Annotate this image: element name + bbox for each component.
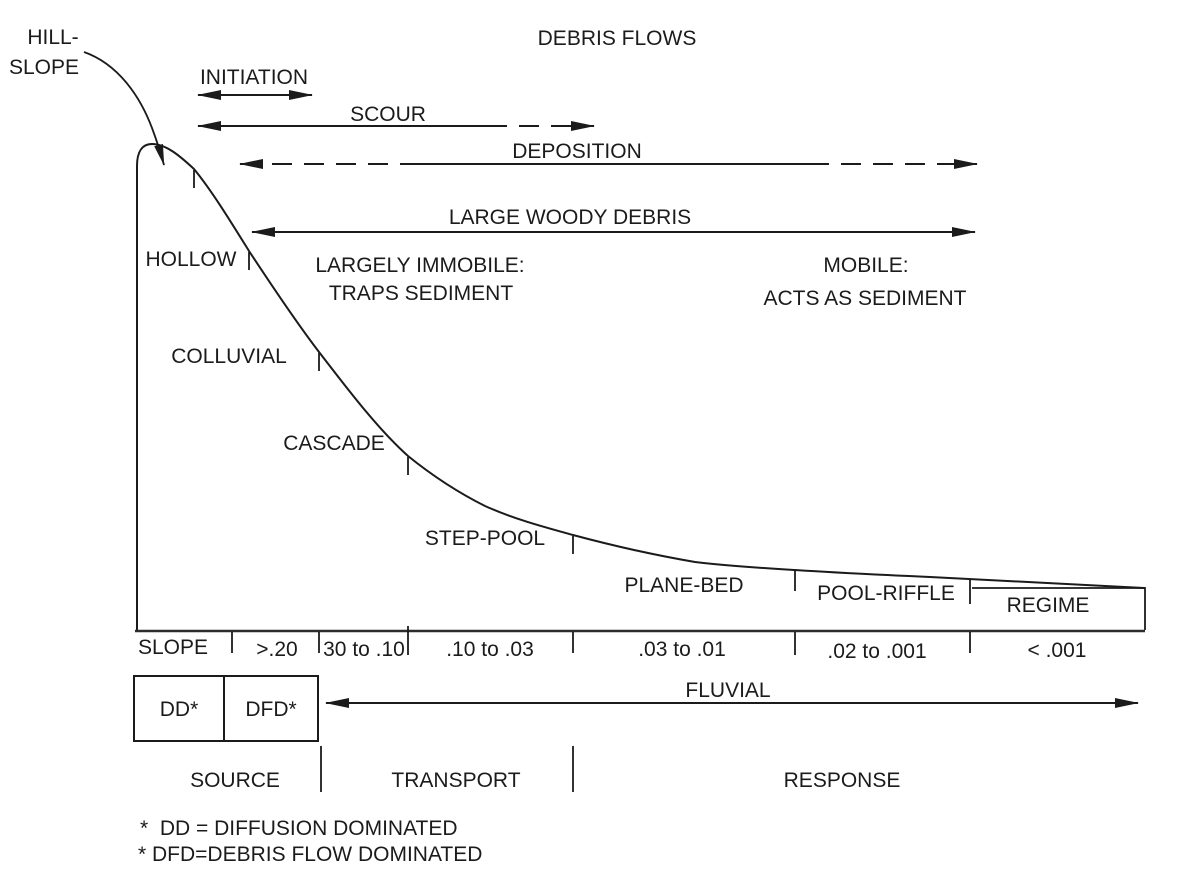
slope-value-3: .10 to .03 — [446, 638, 534, 661]
deposition-label: DEPOSITION — [512, 140, 642, 163]
large-woody-debris-label: LARGE WOODY DEBRIS — [448, 206, 692, 229]
slope-value-6: < .001 — [1027, 639, 1087, 662]
zone-source: SOURCE — [190, 769, 280, 792]
slope-value-1: >.20 — [256, 638, 298, 661]
hillslope-label-line1: HILL- — [27, 26, 79, 49]
zone-response: RESPONSE — [783, 769, 901, 792]
channel-type-cascade: CASCADE — [283, 432, 385, 455]
immobile-note-line2: TRAPS SEDIMENT — [328, 282, 514, 305]
hillslope-label-line2: SLOPE — [8, 56, 80, 79]
channel-type-step-pool: STEP-POOL — [424, 527, 546, 550]
channel-type-plane-bed: PLANE-BED — [624, 574, 744, 597]
dfd-label: DFD* — [245, 698, 297, 721]
initiation-label: INITIATION — [199, 66, 309, 89]
footnote-dfd: * DFD=DEBRIS FLOW DOMINATED — [138, 843, 483, 866]
scour-label: SCOUR — [350, 103, 426, 126]
hillslope-leader-arrow — [84, 52, 164, 165]
channel-type-pool-riffle: POOL-RIFFLE — [817, 582, 955, 605]
slope-value-4: .03 to .01 — [638, 638, 726, 661]
channel-type-colluvial: COLLUVIAL — [171, 345, 287, 368]
diagram-title: DEBRIS FLOWS — [537, 27, 697, 50]
channel-type-hollow: HOLLOW — [145, 248, 237, 271]
channel-type-regime: REGIME — [1006, 594, 1090, 617]
mobile-note-line2: ACTS AS SEDIMENT — [763, 287, 967, 310]
mobile-note-line1: MOBILE: — [823, 254, 909, 277]
zone-transport: TRANSPORT — [391, 769, 521, 792]
slope-value-2: 30 to .10 — [323, 638, 405, 661]
slope-value-5: .02 to .001 — [827, 640, 927, 663]
slope-row-label: SLOPE — [138, 636, 209, 659]
immobile-note-line1: LARGELY IMMOBILE: — [315, 254, 525, 277]
fluvial-label: FLUVIAL — [685, 679, 771, 702]
dd-label: DD* — [159, 698, 199, 721]
footnote-dd: * DD = DIFFUSION DOMINATED — [140, 817, 458, 840]
